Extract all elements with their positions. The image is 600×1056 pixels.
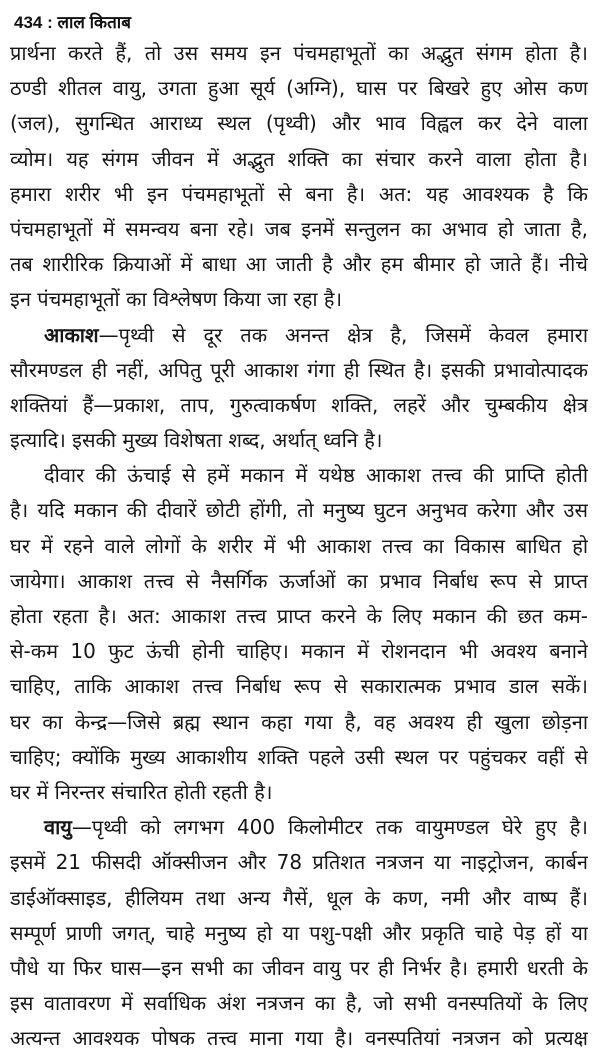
text-line: जायेगा। आकाश तत्त्व से नैसर्गिक ऊर्जाओं का प्रभाव निर्बाध रूप से प्राप्त (10, 568, 588, 593)
text-line: अत्यन्त आवश्यक पोषक तत्त्व माना गया है। वनस्पतियां नत्रजन को प्रत्यक्ष (10, 1026, 588, 1051)
text-line: है। यदि मकान की दीवारें छोटी होंगी, तो मनुष्य घुटन अनुभव करेगा और उस (10, 498, 588, 523)
text-line: होता रहता है। अत: आकाश तत्त्व प्राप्त करने के लिए मकान की छत कम- (10, 604, 588, 628)
text-line: हमारा शरीर भी इन पंचमहाभूतों से बना है। अत: यह आवश्यक है कि (10, 181, 588, 206)
text-line: इत्यादि। इसकी मुख्य विशेषता शब्द, अर्थात् ध्वनि है। (10, 428, 383, 453)
paragraph-akash-first-line (10, 318, 588, 353)
text-line: दीवार की ऊंचाई से हमें मकान में यथेष्ठ आकाश तत्त्व की प्राप्ति होती (44, 463, 588, 488)
paragraph-vayu-first-line (10, 810, 588, 845)
text-line: से-कम 10 फुट ऊंची होनी चाहिए। मकान में रोशनदान भी अवश्य बनाने (10, 639, 588, 664)
text-line: घर में रहने वाले लोगों के शरीर में भी आकाश तत्त्व का विकास बाधित हो (10, 533, 588, 558)
section-term-akash: आकाश (44, 322, 99, 347)
text-line: घर में निरन्तर संचारित होती रहती है। (10, 779, 273, 804)
text-line: पंचमहाभूतों में समन्वय बना रहे। जब इनमें सन्तुलन का अभाव हो जाता है, (10, 216, 588, 241)
text-line: सौरमण्डल ही नहीं, अपितु पूरी आकाश गंगा ही स्थित है। इसकी प्रभावोत्पादक (10, 357, 588, 382)
text-line: तब शारीरिक क्रियाओं में बाधा आ जाती है और हम बीमार हो जाते हैं। नीचे (10, 252, 588, 277)
text-line: घर का केन्द्र—जिसे ब्रह्म स्थान कहा गया है, वह अवश्य ही खुला छोड़ना (10, 709, 588, 734)
text-line: ठण्डी शीतल वायु, उगता हुआ सूर्य (अग्नि), घास पर बिखरे हुए ओस कण (10, 76, 588, 101)
text-line: पौधे या फिर घास—इन सभी का जीवन वायु पर ही निर्भर है। हमारी धरती के (10, 955, 588, 980)
text-line: चाहिए; क्योंकि मुख्य आकाशीय शक्ति पहले उसी स्थल पर पहुंचकर वहीं से (10, 744, 588, 769)
text-line: डाईऑक्साइड, हीलियम तथा अन्य गैसें, धूल के कण, नमी और वाष्प हैं। (10, 885, 588, 910)
text-line: सम्पूर्ण प्राणी जगत्, चाहे मनुष्य हो या पशु-पक्षी और प्रकृति चाहे पेड़ हों या (10, 920, 588, 945)
body-text (10, 36, 588, 1056)
text-line: चाहिए, ताकि आकाश तत्त्व निर्बाध रूप से सकारात्मक प्रभाव डाल सकें। (10, 674, 588, 699)
running-head: 434 : लाल किताब (14, 13, 131, 32)
text-fragment: —पृथ्वी से दूर तक अनन्त क्षेत्र है, जिसमें केवल हमारा (98, 322, 588, 347)
text-line: व्योम। यह संगम जीवन में अद्भुत शक्ति का संचार करने वाला होता है। (10, 146, 588, 171)
text-line: प्रार्थना करते हैं, तो उस समय इन पंचमहाभूतों का अद्भुत संगम होता है। (10, 41, 588, 65)
text-line: (जल), सुगन्धित आराध्य स्थल (पृथ्वी) और भाव विह्वल कर देने वाला (10, 111, 588, 136)
text-line: इन पंचमहाभूतों का विश्लेषण किया जा रहा है। (10, 287, 343, 312)
text-line: इस वातावरण में सर्वाधिक अंश नत्रजन का है, जो सभी वनस्पतियों के लिए (10, 991, 588, 1016)
text-line: इसमें 21 फीसदी ऑक्सीजन और 78 प्रतिशत नत्रजन या नाइट्रोजन, कार्बन (10, 850, 588, 875)
text-line: शक्तियां हैं—प्रकाश, ताप, गुरुत्वाकर्षण शक्ति, लहरें और चुम्बकीय क्षेत्र (10, 392, 588, 417)
text-fragment: —पृथ्वी को लगभग 400 किलोमीटर तक वायुमण्डल घेरे हुए है। (71, 815, 588, 840)
section-term-vayu: वायु (44, 815, 72, 840)
